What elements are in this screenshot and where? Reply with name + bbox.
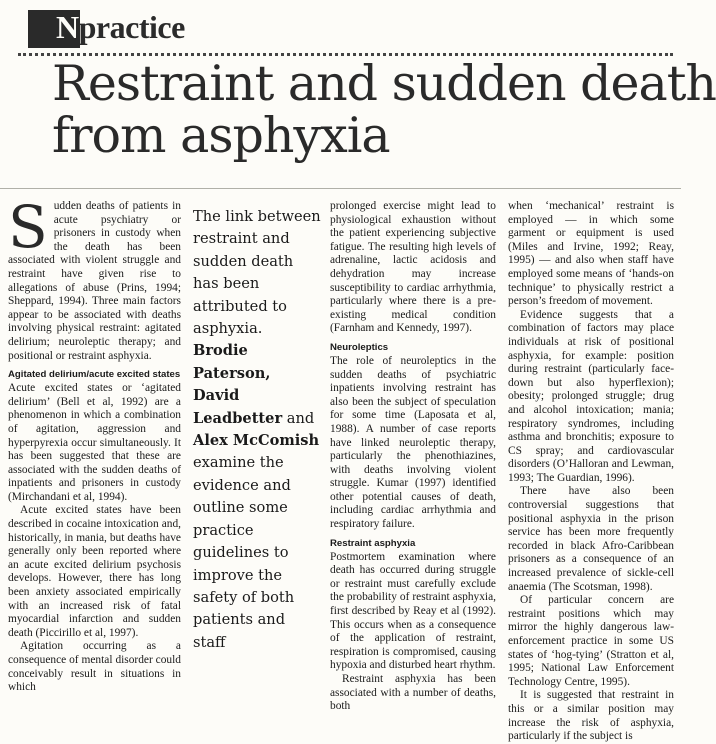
article-column-1 (8, 193, 181, 694)
paragraph: when ‘mechanical’ restraint is employed — in which some garment or equipment is used (Miles and Irvine, 1992; Reay, 1995) — and also when staff have employed some means of ‘hands-on technique’ to physically restrict a person’s freedom of movement. (508, 200, 674, 308)
paragraph: Postmortem examination where death has occurred during struggle or restraint must carefully exclude the probability of restraint asphyxia, first described by Reay et al (1992). This occurs when as a consequence of the application of restraint, respiration is compromised, causing hypoxia and disturbed heart rhythm. (330, 550, 496, 672)
standfirst-outro: examine the evidence and outline some practice guidelines to improve the safety of both patients and staff (193, 454, 295, 651)
subheading: Restraint asphyxia (330, 537, 416, 549)
subheading: Neuroleptics (330, 341, 389, 353)
paragraph: prolonged exercise might lead to physiological exhaustion without the patient experiencing subjective fatigue. The resulting high levels of adrenaline, lactic acidosis and dehydration may increase susceptibility to cardiac arrhythmia, particularly where there is a pre-existing medical condition (Farnham and Kennedy, 1997). (330, 200, 496, 335)
section-label-text: practice (78, 9, 185, 45)
standfirst-and: and (286, 409, 315, 427)
subheading: Agitated delirium/acute excited states (8, 369, 181, 381)
paragraph: The role of neuroleptics in the sudden deaths of psychiatric inpatients involving restraint has also been the subject of speculation for some time (Laposata et al, 1988). A number of case reports have linked neuroleptic therapy, particularly the phenothiazines, with deaths involving violent struggle. Kumar (1997) identified other potential causes of death, including cardiac arrhythmia and respiratory failure. (330, 354, 496, 531)
author-names-1: Brodie Paterson, David Leadbetter (193, 342, 283, 427)
drop-cap: S (8, 193, 48, 261)
section-label (56, 9, 185, 45)
paragraph: Agitation occurring as a consequence of mental disorder could conceivably result in situations in which (8, 640, 181, 694)
section-lead-letter: N (56, 9, 79, 45)
paragraph-text: udden deaths of patients in acute psychiatry or prisoners in custody when the death has been associated with violent struggle and restraint have given rise to allegations of abuse (Prins, 1994; Sheppard, 1994). Three main factors appear to be associated with deaths involving physical restraint: agitated delirium; neuroleptic therapy; and positional or restraint asphyxia. (8, 200, 181, 362)
author-names-2: Alex McComish (193, 432, 320, 450)
paragraph: Acute excited states have been described in cocaine intoxication and, historically, in mania, but deaths have generally only been reported where an acute excited delirium psychosis develops. However, there has long been anxiety associated empirically with an increased risk of fatal myocardial infarction and sudden death (Piccirillo et al, 1997). (8, 504, 181, 639)
headline (52, 55, 716, 164)
paragraph: Acute excited states or ‘agitated delirium’ (Bell et al, 1992) are a phenomenon in which a combination of agitation, aggression and hyperpyrexia occur simultaneously. It has been suggested that these are associated with the sudden deaths of inpatients and prisoners in custody (Mirchandani et al, 1994). (8, 382, 181, 503)
paragraph: Evidence suggests that a combination of factors may place individuals at risk of positional asphyxia, for example: position during restraint (particularly face-down but also hyperflexion); obesity; prolonged struggle; drug and alcohol intoxication; mania; respiratory syndromes, including asthma and bronchitis; exposure to CS spray; and cardiovascular disorders (O’Halloran and Lewman, 1993; The Guardian, 1996). (508, 308, 674, 484)
paragraph: Restraint asphyxia has been associated with a number of deaths, both (330, 673, 496, 713)
header-rule (0, 188, 681, 189)
paragraph: It is suggested that restraint in this or a similar position may increase the risk of asphyxia, particularly if the subject is (508, 689, 674, 743)
article-column-3 (330, 200, 496, 713)
article-column-4 (508, 200, 674, 743)
headline-line-2: from asphyxia (52, 107, 390, 164)
headline-line-1: Restraint and sudden death (52, 55, 716, 112)
standfirst-intro: The link between restraint and sudden death has been attributed to asphyxia. (193, 208, 321, 338)
paragraph (8, 193, 181, 363)
paragraph: There have also been controversial suggestions that positional asphyxia in the prison service has been more frequently recorded in black Afro-Caribbean prisoners as a consequence of an increased prevalence of sickle-cell anaemia (The Scotsman, 1998). (508, 485, 674, 593)
section-header (18, 6, 658, 46)
standfirst (193, 206, 321, 654)
paragraph: Of particular concern are restraint positions which may mirror the highly dangerous law-enforcement practice in some US states of ‘hog-tying’ (Stratton et al, 1995; National Law Enforcement Technology Centre, 1995). (508, 594, 674, 688)
